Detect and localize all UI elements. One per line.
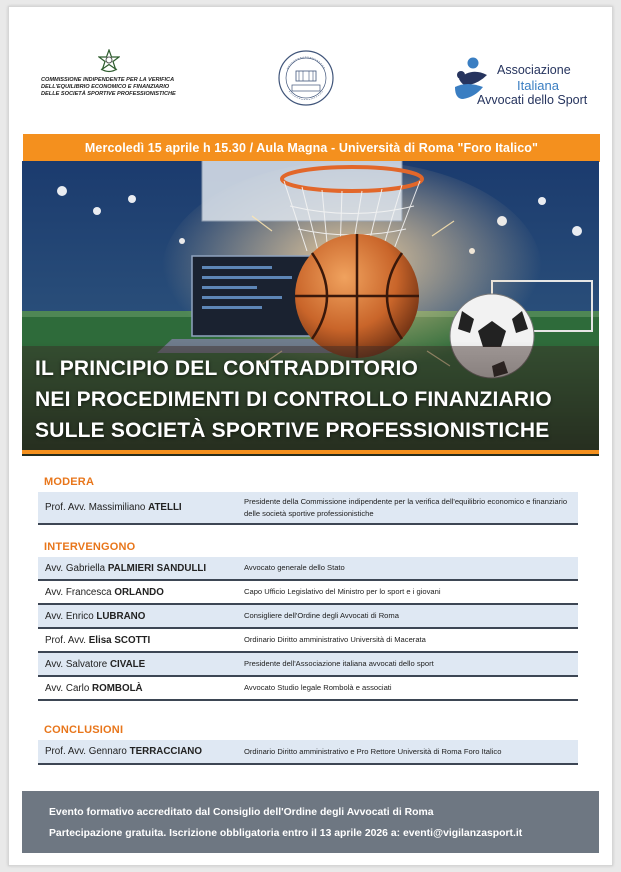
hero-banner [22, 161, 599, 456]
event-date-bar: Mercoledì 15 aprile h 15.30 / Aula Magna - Università di Roma "Foro Italico" [23, 134, 600, 162]
event-title-line: SULLE SOCIETÀ SPORTIVE PROFESSIONISTICHE [35, 419, 550, 442]
speaker-name: Prof. Avv. Elisa SCOTTI [45, 634, 151, 646]
event-title-line: IL PRINCIPIO DEL CONTRADDITORIO [35, 357, 419, 380]
speaker-role: Presidente dell'Associazione italiana avvocati dello sport [244, 659, 434, 668]
speaker-row [38, 740, 578, 765]
speaker-name: Prof. Avv. Gennaro TERRACCIANO [45, 746, 202, 757]
association-logo [449, 53, 609, 113]
footer-registration: Partecipazione gratuita. Iscrizione obbligatoria entro il 13 aprile 2026 a: eventi@vigilanzasport.it [49, 828, 523, 839]
speaker-row [38, 557, 578, 581]
association-name-line1: Associazione [497, 63, 571, 77]
conclusioni-list [38, 740, 578, 765]
speaker-name: Prof. Avv. Massimiliano ATELLI [45, 502, 182, 513]
speaker-row [38, 605, 578, 629]
university-seal-icon [277, 49, 335, 107]
association-name-line2: Italiana [517, 78, 559, 93]
event-title [35, 353, 552, 446]
speaker-name: Avv. Salvatore CIVALE [45, 658, 146, 670]
speaker-role: Ordinario Diritto amministrativo Università di Macerata [244, 635, 426, 644]
speaker-row [38, 492, 578, 525]
commission-name-line: DELLE SOCIETÀ SPORTIVE PROFESSIONISTICHE [41, 91, 176, 97]
commission-name-line: COMMISSIONE INDIPENDENTE PER LA VERIFICA [41, 77, 175, 83]
speaker-row [38, 629, 578, 653]
modera-list [38, 492, 578, 525]
speaker-name: Avv. Enrico LUBRANO [45, 610, 146, 622]
footer-accreditation: Evento formativo accreditato dal Consiglio dell'Ordine degli Avvocati di Roma [49, 807, 434, 818]
commission-logo [39, 49, 179, 98]
speaker-role: Avvocato generale dello Stato [244, 563, 345, 572]
hero-bottom-rule [22, 450, 599, 454]
section-label-modera: MODERA [44, 476, 95, 488]
event-title-line: NEI PROCEDIMENTI DI CONTROLLO FINANZIARIO [35, 388, 552, 411]
speaker-role: Consigliere dell'Ordine degli Avvocati di Roma [244, 611, 399, 620]
association-name-line3: Avvocati dello Sport [477, 93, 588, 107]
speaker-row [38, 653, 578, 677]
intervengono-list [38, 557, 578, 701]
speaker-role: Avvocato Studio legale Rombolà e associati [244, 683, 392, 692]
speaker-row [38, 677, 578, 701]
republic-emblem-icon [98, 49, 120, 73]
footer-banner [22, 791, 599, 853]
speaker-name: Avv. Carlo ROMBOLÀ [45, 682, 143, 694]
speaker-name: Avv. Gabriella PALMIERI SANDULLI [45, 562, 207, 574]
speaker-role: Capo Ufficio Legislativo del Ministro per lo sport e i giovani [244, 587, 441, 596]
commission-name-line: DELL'EQUILIBRIO ECONOMICO E FINANZIARIO [41, 84, 170, 90]
section-label-intervengono: INTERVENGONO [44, 541, 136, 553]
speaker-row [38, 581, 578, 605]
speaker-role: Presidente della Commissione indipendente per la verifica dell'equilibrio economico e finanziario delle società sportive professionistiche [244, 496, 568, 518]
speaker-role: Ordinario Diritto amministrativo e Pro Rettore Università di Roma Foro Italico [244, 746, 502, 756]
speaker-name: Avv. Francesca ORLANDO [45, 586, 164, 598]
section-label-conclusioni: CONCLUSIONI [44, 724, 124, 736]
